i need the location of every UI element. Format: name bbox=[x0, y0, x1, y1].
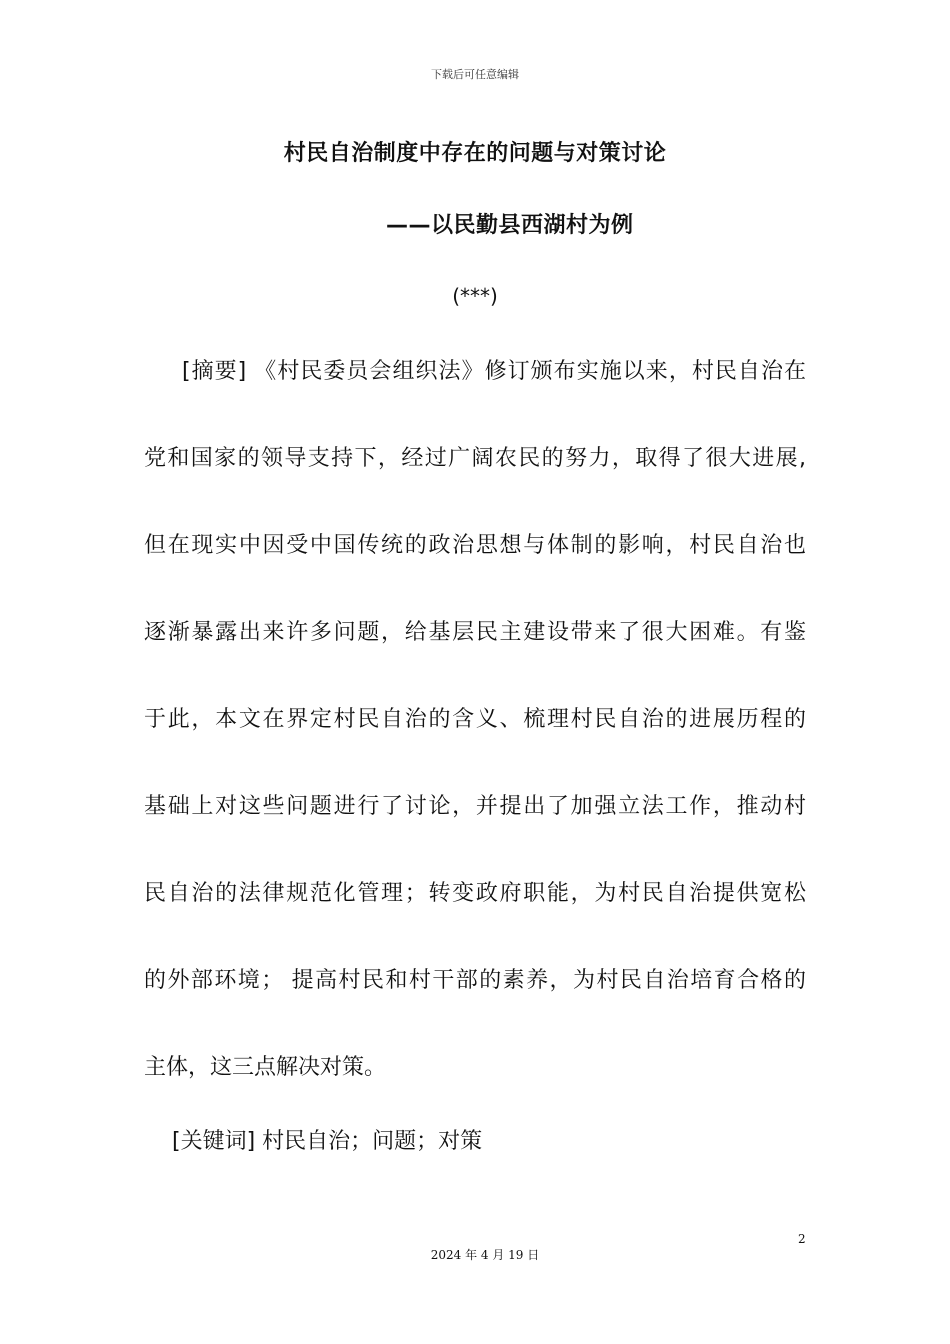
abstract-line: 基础上对这些问题进行了讨论，并提出了加强立法工作，推动村 bbox=[144, 794, 806, 819]
footer-date: 2024 年 4 月 19 日 bbox=[430, 1248, 540, 1262]
document-title: 村民自治制度中存在的问题与对策讨论 bbox=[283, 141, 667, 166]
author-placeholder: (***) bbox=[452, 284, 498, 308]
abstract-line: 但在现实中因受中国传统的政治思想与体制的影响，村民自治也 bbox=[144, 533, 806, 558]
keywords: [关键词] 村民自治；问题；对策 bbox=[172, 1129, 483, 1154]
abstract-line: 逐渐暴露出来许多问题，给基层民主建设带来了很大困难。有鉴 bbox=[144, 620, 806, 645]
abstract-line: 民自治的法律规范化管理；转变政府职能，为村民自治提供宽松 bbox=[144, 881, 806, 906]
page-number: 2 bbox=[798, 1232, 806, 1246]
header-note: 下载后可任意编辑 bbox=[431, 68, 519, 81]
abstract-line: 于此，本文在界定村民自治的含义、梳理村民自治的进展历程的 bbox=[144, 707, 806, 732]
abstract-line: 的外部环境； 提高村民和村干部的素养，为村民自治培育合格的 bbox=[144, 968, 806, 993]
document-subtitle: ——以民勤县西湖村为例 bbox=[386, 213, 634, 238]
abstract-line: 主体，这三点解决对策。 bbox=[144, 1055, 387, 1080]
abstract-line: [摘要] 《村民委员会组织法》修订颁布实施以来，村民自治在 bbox=[182, 359, 806, 384]
abstract-line: 党和国家的领导支持下，经过广阔农民的努力，取得了很大进展, bbox=[144, 446, 806, 471]
